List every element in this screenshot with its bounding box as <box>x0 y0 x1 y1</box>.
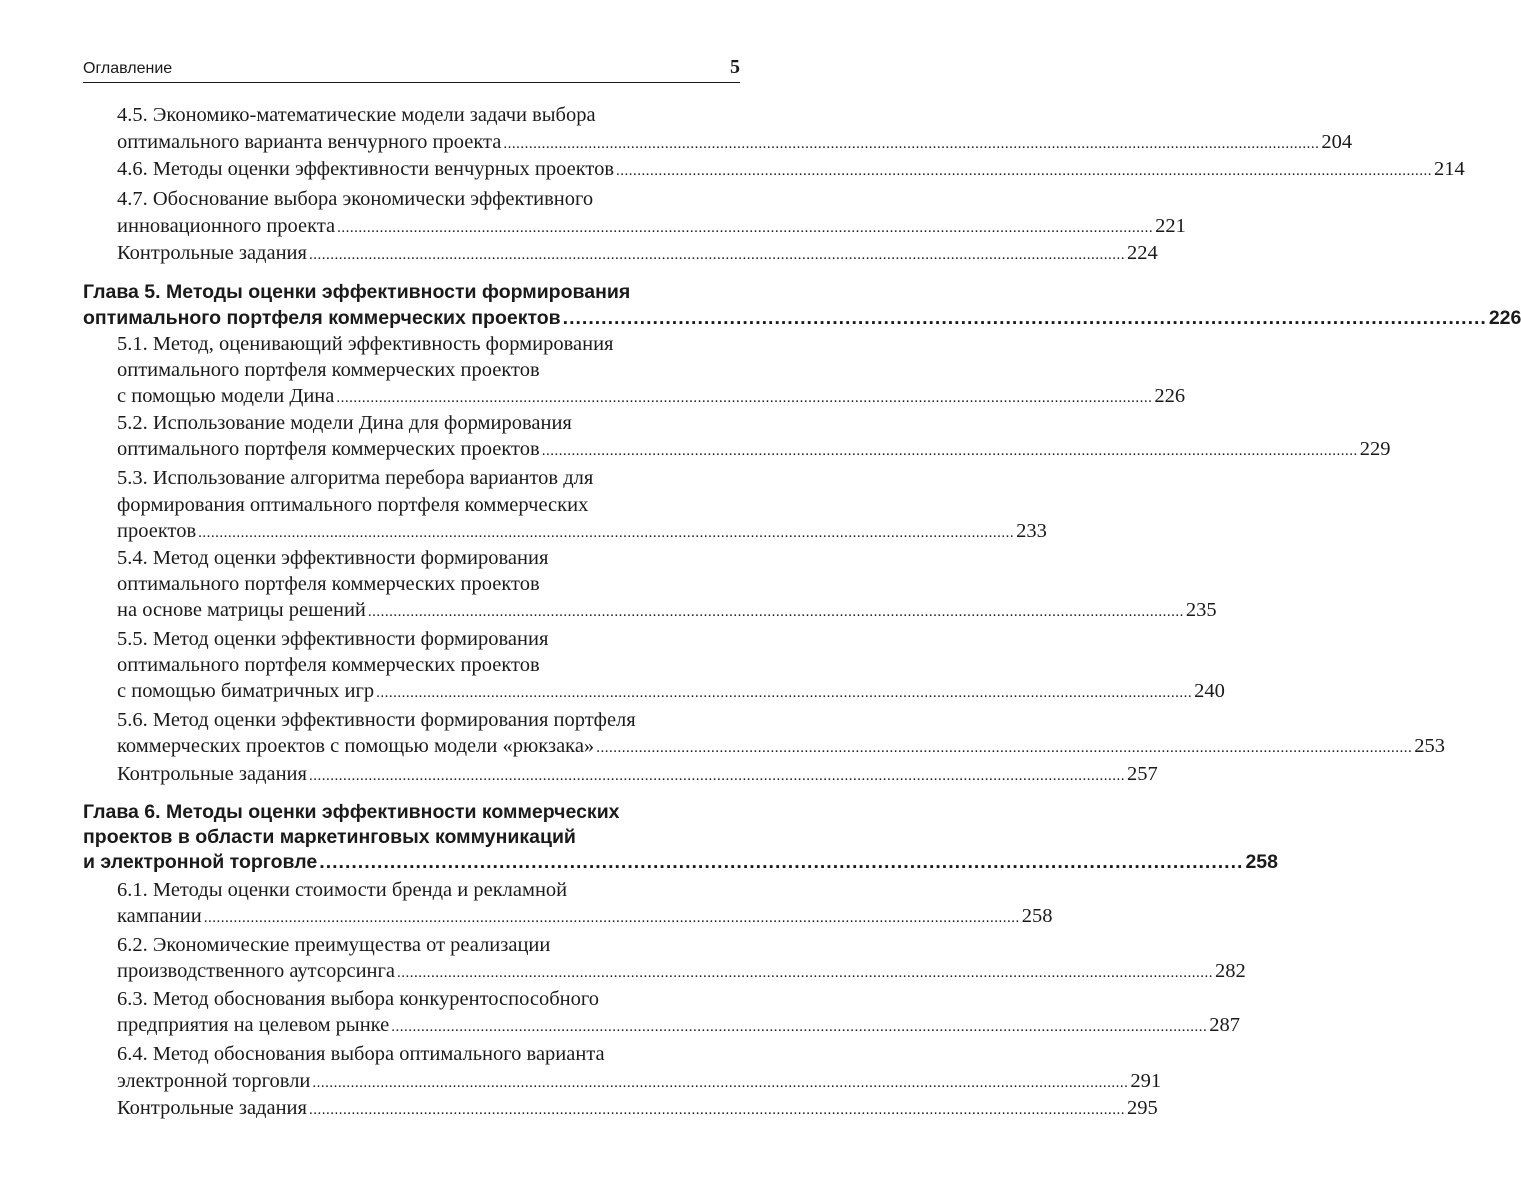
toc-entry-text: 5.1. Метод, оценивающий эффективность формирования <box>117 333 614 355</box>
toc-entry-text: 6.2. Экономические преимущества от реализации <box>117 934 551 956</box>
toc-page-number: 253 <box>1414 735 1445 757</box>
toc-entry-leader-line <box>117 733 1445 760</box>
toc-page-number: 229 <box>1359 438 1391 460</box>
dot-leader: ................................................................................................................................................................................................ <box>391 1019 1208 1035</box>
page-number: 5 <box>730 56 740 78</box>
toc-entry-text: 4.6. Методы оценки эффективности венчурных проектов <box>117 158 615 180</box>
toc-page-number: 224 <box>1126 242 1158 264</box>
toc-entry-text: 6.4. Метод обоснования выбора оптимального варианта <box>117 1043 605 1065</box>
toc-entry-text: 4.7. Обоснование выбора экономически эффективного <box>117 188 594 210</box>
toc-page-number: 258 <box>1021 905 1053 927</box>
toc-entry-text: 5.6. Метод оценки эффективности формирования портфеля <box>117 709 636 731</box>
toc-entry-text: оптимального портфеля коммерческих проектов <box>117 438 540 460</box>
toc-entry-leader-line <box>117 436 1391 463</box>
toc-entry-text: Контрольные задания <box>117 242 307 264</box>
toc-entry-leader-line <box>117 958 1246 985</box>
toc-entry-leader-line <box>117 761 1158 788</box>
toc-chapter-text: и электронной торговле <box>83 851 318 873</box>
dot-leader: ................................................................................................................................................................................................ <box>376 685 1193 701</box>
dot-leader: ................................................................................................................................................................................................ <box>397 965 1214 981</box>
toc-entry-text: на основе матрицы решений <box>117 599 366 621</box>
toc-entry-text: 6.1. Методы оценки стоимости бренда и рекламной <box>117 879 568 901</box>
toc-entry-text: 5.5. Метод оценки эффективности формирования <box>117 628 549 650</box>
dot-leader: ................................................................................................................................................ <box>319 851 1244 873</box>
dot-leader: ................................................................................................................................................................................................ <box>198 525 1015 541</box>
running-header <box>83 58 740 83</box>
toc-entry-leader-line <box>117 518 1047 545</box>
toc-page-number: 240 <box>1194 680 1225 702</box>
dot-leader: ................................................................................................................................................................................................ <box>541 443 1358 459</box>
toc-page-number: 226 <box>1488 307 1521 329</box>
toc-page-number: 291 <box>1130 1070 1162 1092</box>
toc-entry-text: оптимального варианта венчурного проекта <box>117 131 502 153</box>
toc-entry-leader-line <box>117 1012 1240 1039</box>
dot-leader: ................................................................................................................................................................................................ <box>367 604 1184 620</box>
toc-entry-leader-line <box>117 156 1465 183</box>
toc-entry-text: 5.2. Использование модели Дина для формирования <box>117 412 572 434</box>
toc-entry-text: с помощью биматричных игр <box>117 680 375 702</box>
toc-entry-leader-line <box>117 213 1186 240</box>
toc-chapter-text: проектов в области маркетинговых коммуникаций <box>83 826 576 848</box>
toc-entry-text: производственного аутсорсинга <box>117 960 396 982</box>
dot-leader: ................................................................................................................................................................................................ <box>312 1075 1129 1091</box>
toc-page-number: 282 <box>1215 960 1246 982</box>
toc-entry-text: оптимального портфеля коммерческих проектов <box>117 654 540 676</box>
toc-entry-text: кампании <box>117 905 202 927</box>
toc-page-number: 295 <box>1126 1097 1158 1119</box>
toc-entry-text: Контрольные задания <box>117 1097 307 1119</box>
toc-entry-text: 6.3. Метод обоснования выбора конкурентоспособного <box>117 988 600 1010</box>
toc-chapter-leader-line <box>83 305 1521 332</box>
toc-entry-text: Контрольные задания <box>117 763 307 785</box>
toc-entry-text: предприятия на целевом рынке <box>117 1014 390 1036</box>
toc-entry-leader-line <box>117 1095 1158 1122</box>
toc-entry-leader-line <box>117 240 1158 267</box>
dot-leader: ................................................................................................................................................................................................ <box>336 390 1153 406</box>
toc-entry-text: формирования оптимального портфеля коммерческих <box>117 494 589 516</box>
toc-chapter-text: Глава 6. Методы оценки эффективности коммерческих <box>83 801 620 823</box>
toc-page-number: 233 <box>1016 520 1047 542</box>
toc-page-number: 258 <box>1245 851 1278 873</box>
toc-entry-text: 4.5. Экономико-математические модели задачи выбора <box>117 104 596 126</box>
toc-entry-text: коммерческих проектов с помощью модели «рюкзака» <box>117 735 595 757</box>
toc-entry-leader-line <box>117 383 1186 410</box>
dot-leader: ................................................................................................................................................................................................ <box>308 768 1125 784</box>
toc-entry-text: оптимального портфеля коммерческих проектов <box>117 573 540 595</box>
toc-entry-text: оптимального портфеля коммерческих проектов <box>117 359 540 381</box>
dot-leader: ................................................................................................................................................................................................ <box>596 740 1413 756</box>
toc-page-number: 221 <box>1155 215 1186 237</box>
toc-entry-text: 5.3. Использование алгоритма перебора вариантов для <box>117 467 594 489</box>
dot-leader: ................................................................................................................................................................................................ <box>308 247 1125 263</box>
toc-entry-text: проектов <box>117 520 197 542</box>
toc-entry-text: инновационного проекта <box>117 215 336 237</box>
toc-entry-text: с помощью модели Дина <box>117 385 335 407</box>
dot-leader: ................................................................................................................................................................................................ <box>337 220 1154 236</box>
toc-entry-leader-line <box>117 597 1217 624</box>
toc-chapter-leader-line <box>83 849 1278 876</box>
toc-page-number: 235 <box>1185 599 1217 621</box>
toc-page-number: 204 <box>1321 131 1353 153</box>
toc-entry-text: 5.4. Метод оценки эффективности формирования <box>117 547 549 569</box>
dot-leader: ................................................................................................................................................................................................ <box>203 910 1020 926</box>
toc-page-number: 287 <box>1209 1014 1240 1036</box>
toc-entry-leader-line <box>117 678 1225 705</box>
toc-entry-leader-line <box>117 129 1353 156</box>
toc-entry-text: электронной торговли <box>117 1070 311 1092</box>
dot-leader: ................................................................................................................................................................................................ <box>503 136 1320 152</box>
toc-entry-leader-line <box>117 1068 1162 1095</box>
toc-page-number: 214 <box>1434 158 1465 180</box>
toc-chapter-text: оптимального портфеля коммерческих проектов <box>83 307 561 329</box>
dot-leader: ................................................................................................................................................ <box>562 307 1487 329</box>
toc-page-number: 257 <box>1126 763 1158 785</box>
running-header-title: Оглавление <box>83 60 173 77</box>
toc-page-number: 226 <box>1154 385 1186 407</box>
toc-entry-leader-line <box>117 903 1053 930</box>
dot-leader: ................................................................................................................................................................................................ <box>308 1102 1125 1118</box>
toc-chapter-text: Глава 5. Методы оценки эффективности формирования <box>83 281 631 303</box>
dot-leader: ................................................................................................................................................................................................ <box>616 163 1433 179</box>
